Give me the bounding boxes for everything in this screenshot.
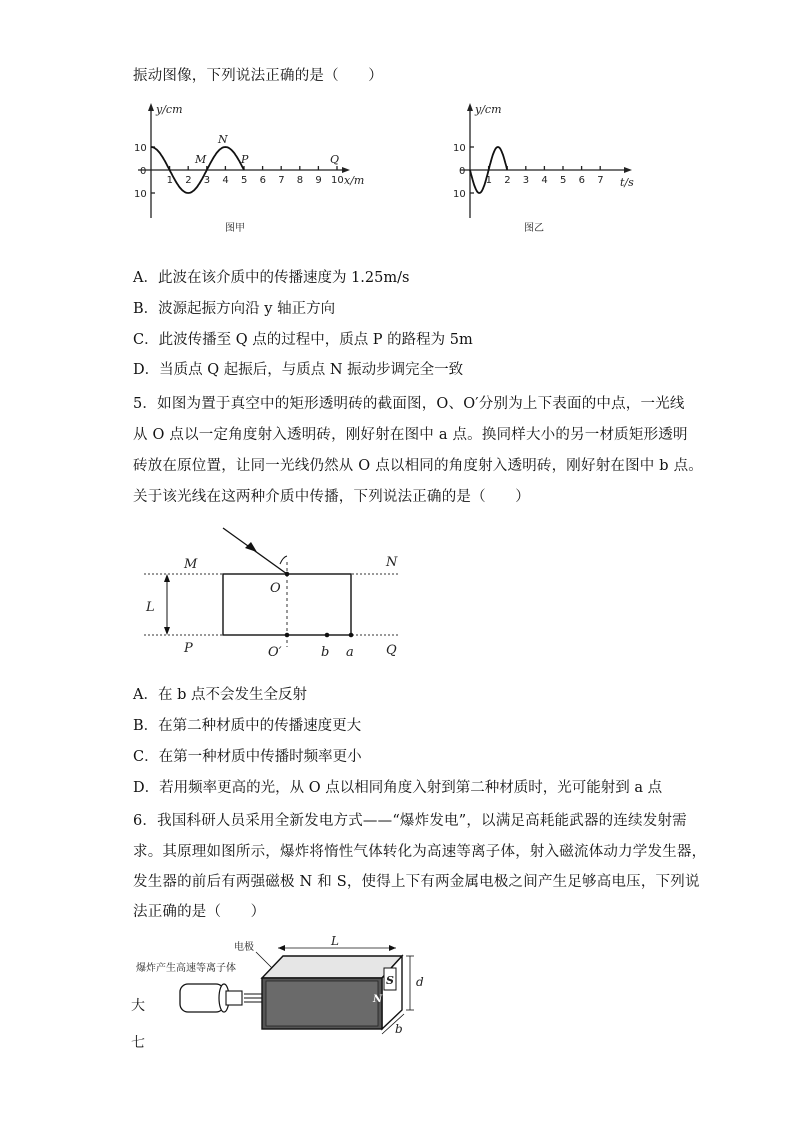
question-5-line: 关于该光线在这两种介质中传播，下列说法正确的是（ ） bbox=[133, 489, 530, 505]
label-n: N bbox=[386, 555, 398, 570]
point-label-n: N bbox=[218, 133, 228, 146]
option-a: A．此波在该介质中的传播速度为 1.25m/s bbox=[133, 270, 410, 286]
label-b: b bbox=[321, 645, 330, 660]
y-tick: 0 bbox=[140, 166, 147, 177]
plasma-cannon bbox=[180, 984, 224, 1012]
x-tick: 4 bbox=[541, 175, 548, 186]
cut-text: 大 bbox=[131, 998, 145, 1014]
y-axis-label: y/cm bbox=[156, 103, 183, 116]
x-axis-label: t/s bbox=[620, 176, 634, 189]
y-tick: 10 bbox=[453, 143, 466, 154]
question-5-line: 砖放在原位置，让同一光线仍然从 O 点以相同的角度射入透明砖，刚好射在图中 b 点。 bbox=[133, 458, 704, 474]
x-axis-label: x/m bbox=[344, 174, 365, 187]
x-tick: 7 bbox=[597, 175, 604, 186]
x-tick: 6 bbox=[578, 175, 585, 186]
graph-caption: 图甲 bbox=[225, 223, 245, 234]
question-6-line: 发生器的前后有两强磁极 N 和 S，使得上下有两金属电极之间产生足够高电压，下列说 bbox=[133, 874, 700, 890]
x-tick: 1 bbox=[166, 175, 173, 186]
graph-caption: 图乙 bbox=[524, 223, 544, 234]
x-tick: 5 bbox=[241, 175, 248, 186]
x-tick: 8 bbox=[296, 175, 304, 186]
option-b: B．波源起振方向沿 y 轴正方向 bbox=[133, 301, 336, 317]
cut-text: 七 bbox=[131, 1035, 145, 1051]
label-s: S bbox=[386, 974, 394, 987]
point-label-q: Q bbox=[330, 153, 340, 166]
label-plasma: 爆炸产生高速等离子体 bbox=[136, 963, 236, 974]
y-tick: 10 bbox=[453, 189, 466, 200]
x-tick: 9 bbox=[315, 175, 322, 186]
label-l: L bbox=[331, 934, 339, 948]
graph-jia bbox=[128, 100, 378, 240]
x-tick: 6 bbox=[259, 175, 266, 186]
x-tick: 2 bbox=[185, 175, 192, 186]
question-4-stem: 振动图像，下列说法正确的是（ ） bbox=[133, 68, 383, 84]
label-l: L bbox=[146, 600, 155, 615]
y-tick: 10 bbox=[134, 143, 147, 154]
x-tick: 4 bbox=[222, 175, 229, 186]
question-5-line: 5．如图为置于真空中的矩形透明砖的截面图，O、O′分别为上下表面的中点，一光线 bbox=[133, 396, 685, 412]
generator-figure bbox=[128, 934, 458, 1054]
point-label-p: P bbox=[241, 153, 249, 166]
question-5-line: 从 O 点以一定角度射入透明砖，刚好射在图中 a 点。换同样大小的另一材质矩形透明 bbox=[133, 427, 688, 443]
question-6-line: 6．我国科研人员采用全新发电方式——“爆炸发电”，以满足高耗能武器的连续发射需 bbox=[133, 813, 687, 829]
option-d: D．当质点 Q 起振后，与质点 N 振动步调完全一致 bbox=[133, 362, 464, 378]
prism-figure bbox=[130, 522, 420, 664]
x-tick: 5 bbox=[560, 175, 567, 186]
y-axis-label: y/cm bbox=[475, 103, 502, 116]
label-o-prime: O′ bbox=[268, 645, 282, 660]
option-c: C．在第一种材质中传播时频率更小 bbox=[133, 749, 362, 765]
x-tick: 7 bbox=[278, 175, 285, 186]
x-tick: 2 bbox=[504, 175, 511, 186]
x-tick: 3 bbox=[522, 175, 530, 186]
label-p: P bbox=[184, 641, 193, 656]
x-tick: 10 bbox=[331, 175, 344, 186]
label-n: N bbox=[373, 994, 383, 1005]
option-c: C．此波传播至 Q 点的过程中，质点 P 的路程为 5m bbox=[133, 332, 473, 348]
x-tick: 3 bbox=[203, 175, 211, 186]
label-q: Q bbox=[386, 643, 397, 658]
label-a: a bbox=[346, 645, 354, 660]
x-tick: 1 bbox=[485, 175, 492, 186]
y-tick: 10 bbox=[134, 189, 147, 200]
label-electrode: 电极 bbox=[234, 942, 254, 953]
label-o: O bbox=[270, 581, 281, 596]
question-6-line: 法正确的是（ ） bbox=[133, 904, 266, 920]
label-b: b bbox=[395, 1022, 403, 1036]
option-d: D．若用频率更高的光，从 O 点以相同角度入射到第二种材质时，光可能射到 a 点 bbox=[133, 780, 663, 796]
option-b: B．在第二种材质中的传播速度更大 bbox=[133, 718, 362, 734]
point-label-m: M bbox=[195, 153, 207, 166]
label-d: d bbox=[416, 975, 424, 989]
y-tick: 0 bbox=[459, 166, 466, 177]
option-a: A．在 b 点不会发生全反射 bbox=[133, 687, 307, 703]
question-6-line: 求。其原理如图所示，爆炸将惰性气体转化为高速等离子体，射入磁流体动力学发生器， bbox=[133, 844, 707, 860]
label-m: M bbox=[184, 557, 198, 572]
graph-yi bbox=[450, 100, 650, 240]
